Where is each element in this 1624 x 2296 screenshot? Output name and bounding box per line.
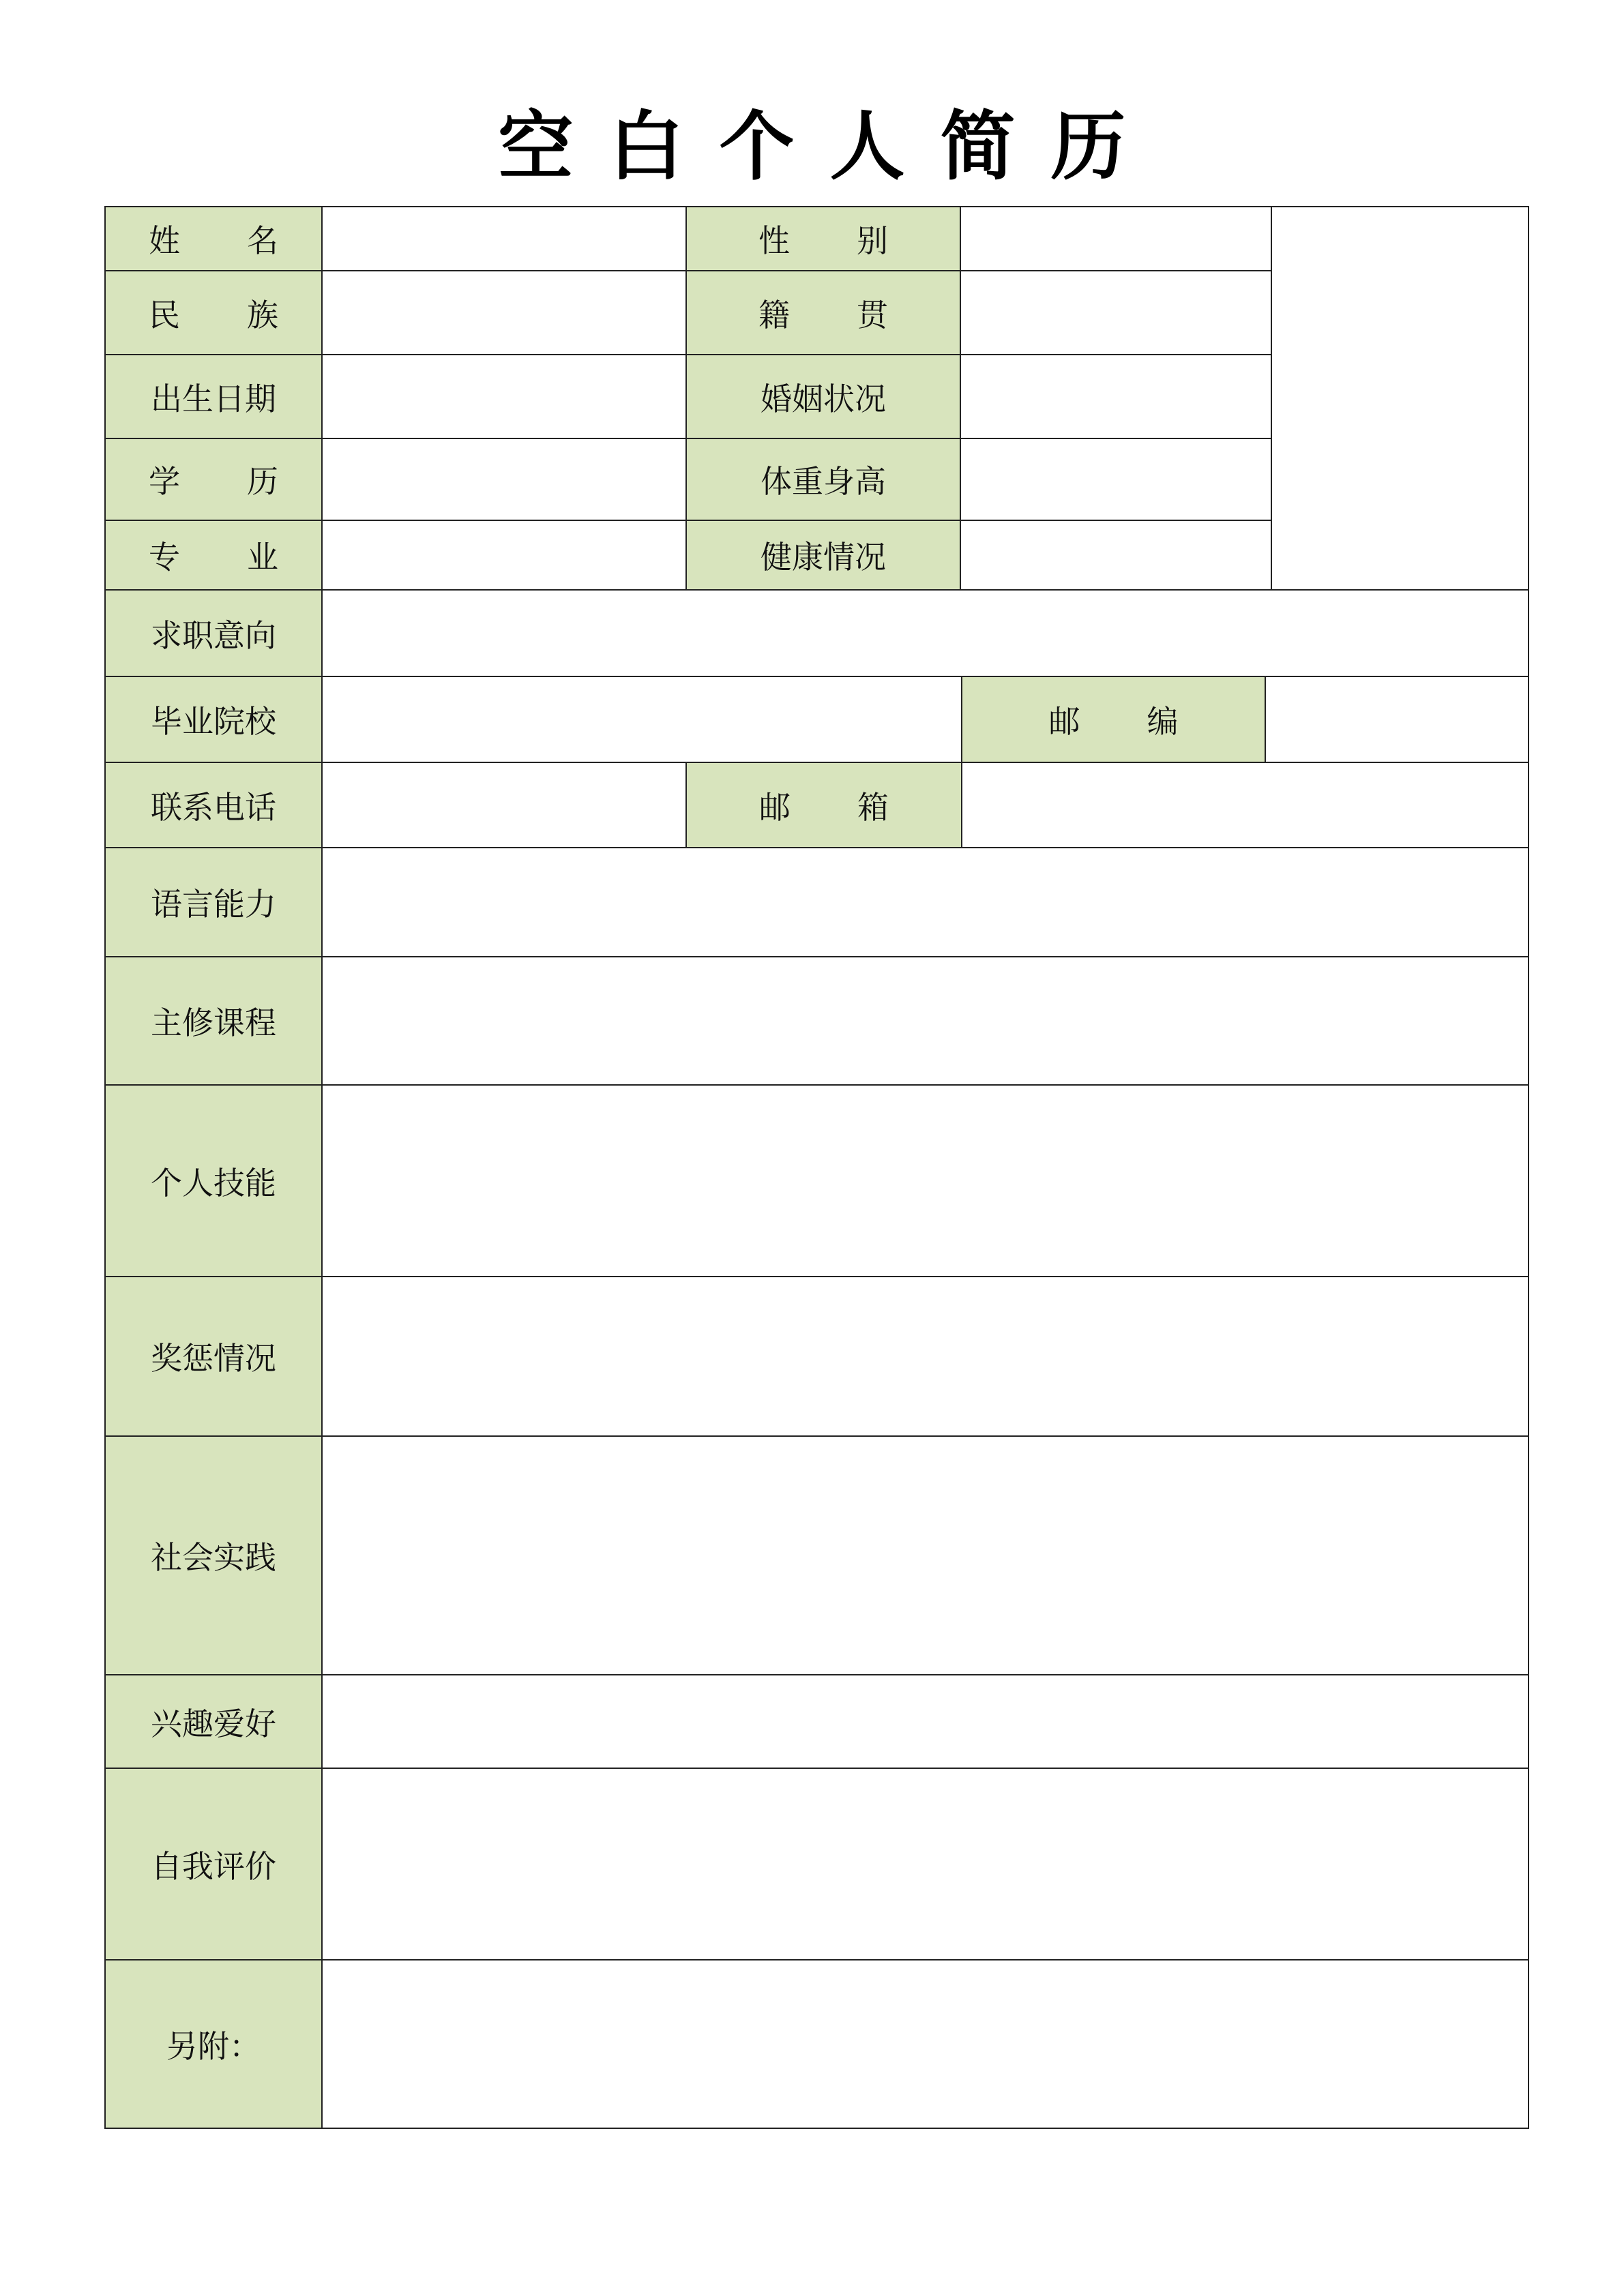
label-char: 名	[247, 222, 278, 259]
label-name	[104, 206, 323, 271]
label-postcode	[961, 676, 1266, 763]
label-attachment	[104, 1959, 323, 2129]
field-gender[interactable]	[960, 206, 1272, 271]
label-char: 贯	[857, 296, 888, 333]
label-text: 语言能力	[151, 886, 276, 923]
label-birth-date	[104, 354, 323, 439]
field-school[interactable]	[321, 676, 962, 763]
label-text: 另附：	[166, 2027, 261, 2065]
label-email	[685, 762, 962, 848]
label-char: 别	[857, 222, 888, 259]
field-education[interactable]	[321, 438, 687, 521]
field-skills[interactable]	[321, 1084, 1529, 1277]
photo-box[interactable]	[1271, 206, 1529, 591]
label-courses	[104, 956, 323, 1086]
label-text: 毕业院校	[151, 703, 276, 740]
label-job-intention	[104, 589, 323, 677]
label-hobbies	[104, 1674, 323, 1769]
resume-table	[104, 206, 1529, 2128]
field-attachment[interactable]	[321, 1959, 1529, 2129]
label-text: 出生日期	[151, 380, 276, 417]
label-skills	[104, 1084, 323, 1277]
field-health[interactable]	[960, 520, 1272, 591]
label-text: 奖惩情况	[151, 1340, 276, 1377]
label-awards	[104, 1276, 323, 1437]
title-char: 个	[719, 103, 795, 190]
label-marital-status	[685, 354, 961, 439]
label-char: 历	[247, 463, 278, 500]
field-language[interactable]	[321, 847, 1529, 957]
field-postcode[interactable]	[1265, 676, 1529, 763]
label-text: 健康情况	[761, 539, 886, 576]
label-education	[104, 438, 323, 521]
field-birth-date[interactable]	[321, 354, 687, 439]
label-health	[685, 520, 961, 591]
title-char: 人	[829, 103, 905, 190]
label-text: 求职意向	[151, 616, 276, 654]
label-text: 婚姻状况	[761, 380, 886, 417]
label-char: 箱	[857, 788, 889, 826]
field-major[interactable]	[321, 520, 687, 591]
label-height-weight	[685, 438, 961, 521]
label-text: 社会实践	[151, 1539, 276, 1576]
title-char: 简	[940, 103, 1016, 190]
label-char: 编	[1147, 703, 1179, 740]
field-native-place[interactable]	[960, 270, 1272, 355]
label-text: 主修课程	[151, 1004, 276, 1041]
label-text: 联系电话	[151, 788, 276, 826]
field-marital-status[interactable]	[960, 354, 1272, 439]
label-char: 专	[149, 539, 180, 576]
label-char: 性	[758, 222, 790, 259]
label-gender	[685, 206, 961, 271]
label-language	[104, 847, 323, 957]
label-social-practice	[104, 1435, 323, 1675]
field-courses[interactable]	[321, 956, 1529, 1086]
title-char: 历	[1050, 103, 1126, 190]
label-text: 个人技能	[151, 1164, 276, 1202]
label-char: 民	[149, 296, 180, 333]
label-text: 兴趣爱好	[151, 1705, 276, 1742]
label-phone	[104, 762, 323, 848]
label-text: 自我评价	[151, 1847, 276, 1885]
label-ethnicity	[104, 270, 323, 355]
field-awards[interactable]	[321, 1276, 1529, 1437]
label-major	[104, 520, 323, 591]
label-char: 邮	[1048, 703, 1080, 740]
label-char: 族	[247, 296, 278, 333]
label-char: 邮	[759, 788, 791, 826]
field-job-intention[interactable]	[321, 589, 1529, 677]
label-school	[104, 676, 323, 763]
label-char: 学	[149, 463, 180, 500]
field-phone[interactable]	[321, 762, 687, 848]
label-text: 体重身高	[761, 463, 886, 500]
page-title	[0, 102, 1624, 191]
label-char: 姓	[149, 222, 180, 259]
label-self-evaluation	[104, 1768, 323, 1960]
field-social-practice[interactable]	[321, 1435, 1529, 1675]
field-height-weight[interactable]	[960, 438, 1272, 521]
title-char: 白	[608, 103, 684, 190]
field-self-evaluation[interactable]	[321, 1768, 1529, 1960]
label-native-place	[685, 270, 961, 355]
label-char: 籍	[758, 296, 790, 333]
label-char: 业	[247, 539, 278, 576]
field-ethnicity[interactable]	[321, 270, 687, 355]
field-hobbies[interactable]	[321, 1674, 1529, 1769]
field-email[interactable]	[961, 762, 1529, 848]
title-char: 空	[498, 103, 574, 190]
field-name[interactable]	[321, 206, 687, 271]
